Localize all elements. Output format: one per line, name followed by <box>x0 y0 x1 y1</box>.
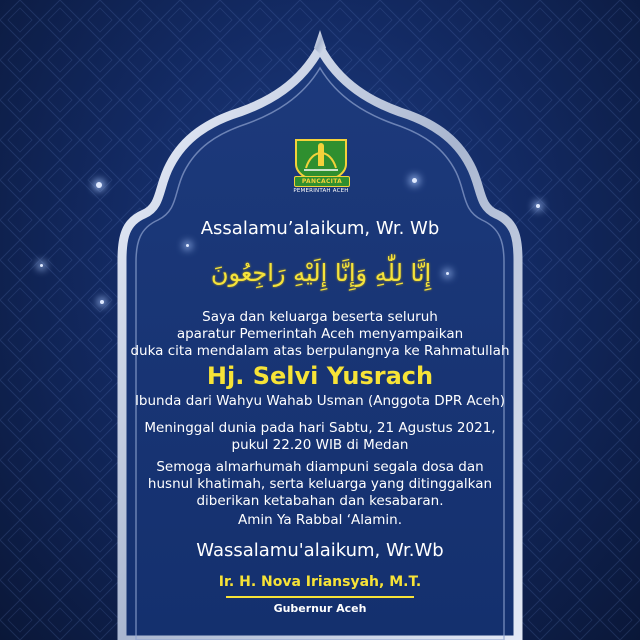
prayer-line: husnul khatimah, serta keluarga yang ditinggalkan <box>147 476 493 492</box>
prayer-line: diberikan ketabahan dan kesabaran. <box>196 493 444 509</box>
pemerintah-aceh-logo <box>286 138 356 202</box>
amin-text: Amin Ya Rabbal ‘Alamin. <box>237 512 403 528</box>
intro-paragraph <box>0 309 640 360</box>
death-info-paragraph <box>0 420 640 454</box>
death-info-line: Meninggal dunia pada hari Sabtu, 21 Agustus 2021, <box>144 420 496 436</box>
deceased-name: Hj. Selvi Yusrach <box>206 362 434 390</box>
signer-underline <box>226 596 414 598</box>
signer-position: Gubernur Aceh <box>273 602 367 615</box>
sparkle <box>100 300 104 304</box>
relation-text: Ibunda dari Wahyu Wahab Usman (Anggota DPR Aceh) <box>134 393 506 409</box>
sparkle <box>40 264 43 267</box>
intro-line: Saya dan keluarga beserta seluruh <box>202 309 438 325</box>
arabic-calligraphy: إِنَّا لِلّٰهِ وَإِنَّا إِلَيْهِ رَاجِعُونَ <box>210 259 432 287</box>
sparkle <box>186 244 189 247</box>
intro-line: aparatur Pemerintah Aceh menyampaikan <box>176 326 464 342</box>
signer-name: Ir. H. Nova Iriansyah, M.T. <box>218 574 422 590</box>
prayer-paragraph <box>0 459 640 510</box>
intro-line: duka cita mendalam atas berpulangnya ke Rahmatullah <box>130 343 510 359</box>
sparkle <box>446 272 449 275</box>
sparkle <box>96 182 102 188</box>
emblem-caption: PEMERINTAH ACEH <box>293 188 349 194</box>
greeting: Assalamu’alaikum, Wr. Wb <box>200 218 440 239</box>
sparkle <box>536 204 540 208</box>
sparkle <box>412 178 417 183</box>
closing-salutation: Wassalamu'alaikum, Wr.Wb <box>196 540 444 561</box>
death-info-line: pukul 22.20 WIB di Medan <box>231 437 409 453</box>
emblem-banner: PANCACITA <box>294 176 350 187</box>
prayer-line: Semoga almarhumah diampuni segala dosa dan <box>156 459 484 475</box>
